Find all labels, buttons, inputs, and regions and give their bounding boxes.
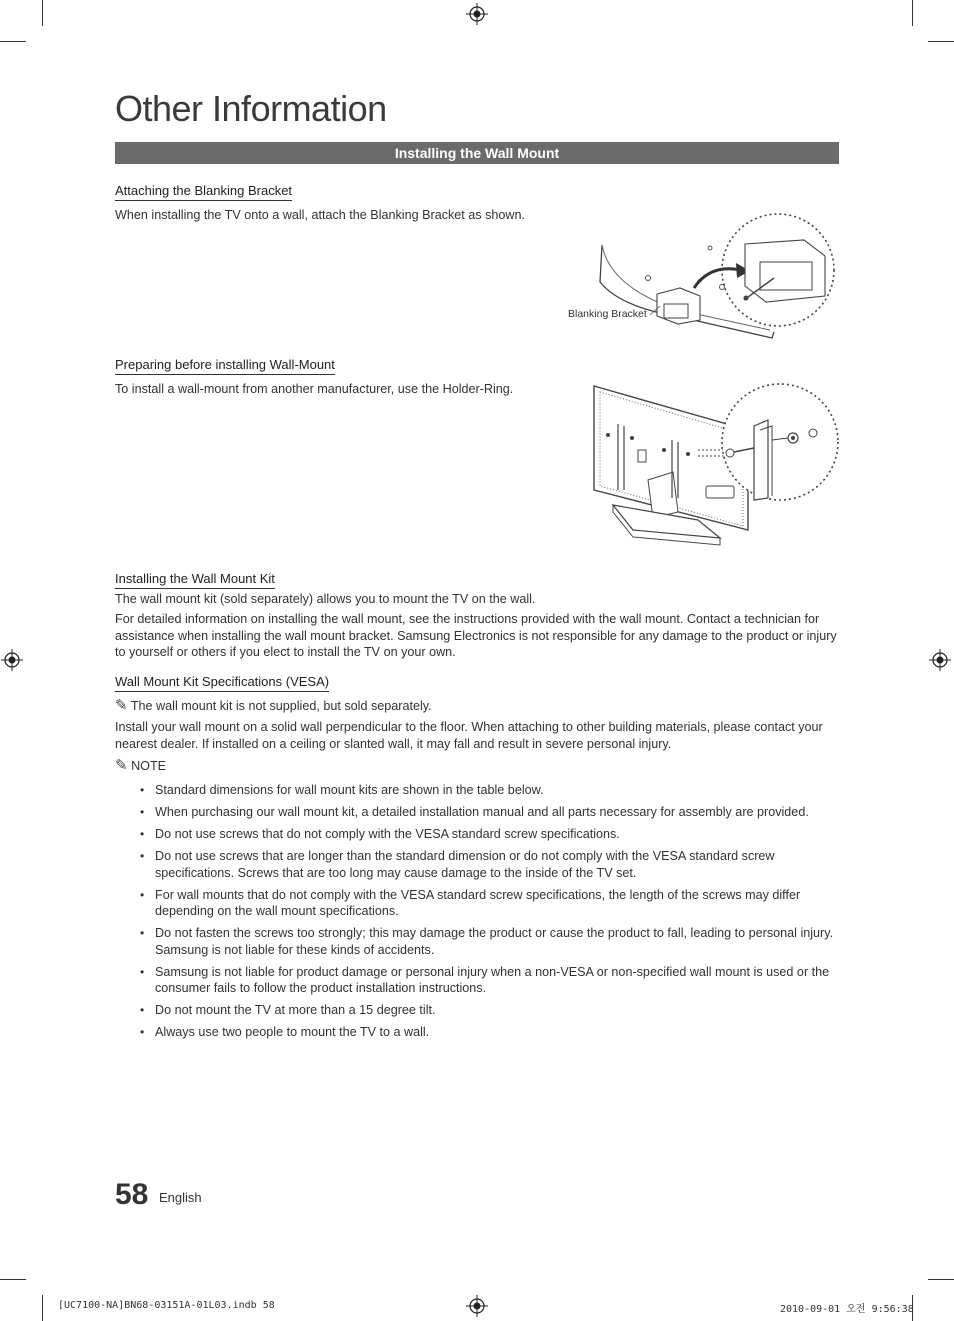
registration-mark-icon bbox=[466, 3, 488, 25]
page-number: 58 bbox=[115, 1178, 149, 1211]
list-item: • When purchasing our wall mount kit, a detailed installation manual and all parts necessary for assembly are provided. bbox=[138, 804, 843, 821]
list-item: • Do not use screws that do not comply with the VESA standard screw specifications. bbox=[138, 826, 843, 843]
vesa-heading: Wall Mount Kit Specifications (VESA) bbox=[115, 674, 329, 692]
crop-mark bbox=[912, 0, 913, 26]
note-label-row bbox=[115, 758, 166, 775]
list-item: • Do not fasten the screws too strongly; this may damage the product or cause the product to fall, leading to personal injury. Samsung is not liable for these kinds of accidents. bbox=[138, 925, 843, 958]
holder-ring-figure bbox=[588, 380, 842, 550]
kit-paragraph-1: The wall mount kit (sold separately) allows you to mount the TV on the wall. bbox=[115, 592, 536, 606]
list-item: • Always use two people to mount the TV to a wall. bbox=[138, 1024, 843, 1041]
registration-mark-icon bbox=[1, 649, 23, 671]
list-item: • Do not use screws that are longer than the standard dimension or do not comply with the VESA standard screw specifications. Screws that are too long may cause damage to the inside of the TV set. bbox=[138, 848, 843, 881]
kit-paragraph-2: For detailed information on installing the wall mount, see the instructions provided with the wall mount. Contact a technician for assistance when installing the wall mount bracket. Samsung Electronics is not responsible for any damage to the product or injury to yourself or others if you elect to install the TV on your own. bbox=[115, 612, 837, 659]
crop-mark bbox=[928, 41, 954, 42]
blanking-heading: Attaching the Blanking Bracket bbox=[115, 183, 292, 201]
pencil-note-icon: ✎ bbox=[115, 697, 128, 714]
blanking-bracket-label: Blanking Bracket bbox=[568, 308, 647, 320]
note-label: NOTE bbox=[131, 759, 167, 773]
crop-mark bbox=[0, 1279, 26, 1280]
preparing-text: To install a wall-mount from another manufacturer, use the Holder-Ring. bbox=[115, 382, 514, 396]
registration-mark-icon bbox=[466, 1295, 488, 1317]
crop-mark bbox=[0, 41, 26, 42]
section-banner: Installing the Wall Mount bbox=[115, 142, 839, 164]
blanking-bracket-figure bbox=[560, 212, 840, 344]
preparing-heading: Preparing before installing Wall-Mount bbox=[115, 357, 335, 375]
vesa-note-text: The wall mount kit is not supplied, but sold separately. bbox=[130, 699, 432, 713]
footer-datetime: 2010-09-01 오전 9:56:38 bbox=[780, 1304, 914, 1315]
crop-mark bbox=[42, 1295, 43, 1321]
registration-mark-icon bbox=[929, 649, 951, 671]
crop-mark bbox=[42, 0, 43, 26]
list-item: • Do not mount the TV at more than a 15 degree tilt. bbox=[138, 1002, 843, 1019]
crop-mark bbox=[928, 1279, 954, 1280]
page-language: English bbox=[159, 1190, 202, 1205]
vesa-note-line bbox=[115, 698, 839, 715]
blanking-text: When installing the TV onto a wall, attach the Blanking Bracket as shown. bbox=[115, 208, 525, 222]
kit-heading: Installing the Wall Mount Kit bbox=[115, 571, 275, 589]
vesa-paragraph: Install your wall mount on a solid wall perpendicular to the floor. When attaching to other building materials, please contact your nearest dealer. If installed on a ceiling or slanted wall, it may fall and result in severe personal injury. bbox=[115, 720, 823, 751]
list-item: • For wall mounts that do not comply with the VESA standard screw specifications, the length of the screws may differ depending on the wall mount specifications. bbox=[138, 887, 843, 920]
list-item: • Standard dimensions for wall mount kits are shown in the table below. bbox=[138, 782, 843, 799]
note-bullet-list bbox=[138, 782, 843, 1046]
pencil-note-icon: ✎ bbox=[115, 757, 128, 774]
footer-file: [UC7100-NA]BN68-03151A-01L03.indb 58 bbox=[58, 1300, 275, 1311]
page-title: Other Information bbox=[115, 88, 387, 129]
list-item: • Samsung is not liable for product damage or personal injury when a non-VESA or non-specified wall mount is used or the consumer fails to follow the product installation instructions. bbox=[138, 964, 843, 997]
